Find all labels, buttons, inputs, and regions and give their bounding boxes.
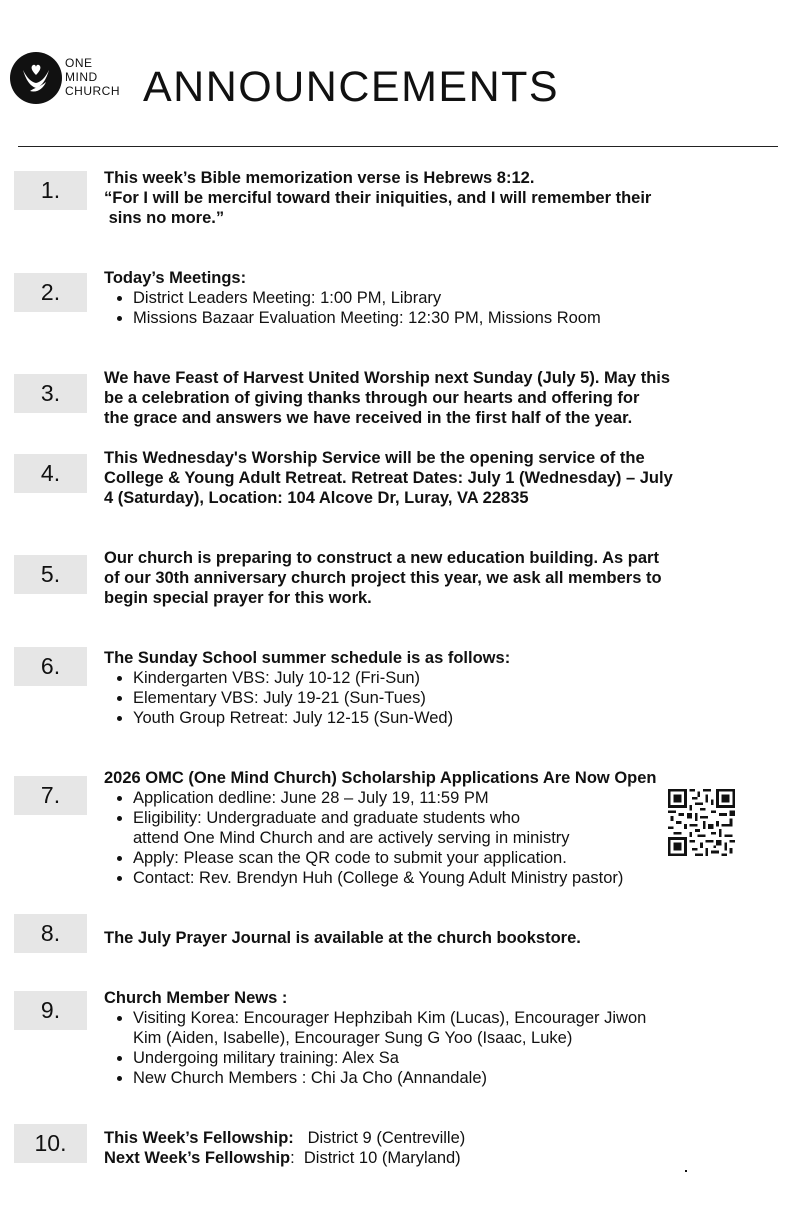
fellowship-next-week — [104, 1148, 784, 1168]
page-title: ANNOUNCEMENTS — [143, 63, 560, 111]
header-divider — [18, 146, 778, 147]
list-item: Application dedline: June 28 – July 19, 11:59 PM — [104, 788, 784, 808]
fellowship-label: This Week’s Fellowship: — [104, 1129, 294, 1147]
item-text — [104, 648, 784, 728]
text-line: be a celebration of giving thanks through our hearts and offering for — [104, 389, 640, 407]
item-number: 10. — [14, 1124, 87, 1163]
list-item: Contact: Rev. Brendyn Huh (College & Young Adult Ministry pastor) — [104, 868, 784, 888]
list-item: Undergoing military training: Alex Sa — [104, 1048, 784, 1068]
item-heading: Today’s Meetings: — [104, 269, 247, 287]
item-text — [104, 988, 784, 1088]
church-logo-icon — [10, 52, 62, 104]
item-heading: 2026 OMC (One Mind Church) Scholarship Applications Are Now Open — [104, 769, 657, 787]
logo-line: ONE — [65, 56, 93, 70]
text-line: sins no more.” — [104, 209, 225, 227]
text-line: The July Prayer Journal is available at the church bookstore. — [104, 929, 581, 947]
text-line: College & Young Adult Retreat. Retreat Dates: July 1 (Wednesday) – July — [104, 469, 673, 487]
logo-line: MIND — [65, 70, 98, 84]
logo-wordmark — [65, 56, 120, 98]
fellowship-value: : District 10 (Maryland) — [290, 1149, 461, 1167]
qr-code-icon[interactable] — [668, 789, 735, 856]
logo-line: CHURCH — [65, 84, 120, 98]
item-text — [104, 268, 784, 328]
list-item — [104, 1008, 784, 1048]
bullet-list — [104, 668, 784, 728]
item-number: 2. — [14, 273, 87, 312]
item-text — [104, 168, 784, 228]
list-item: District Leaders Meeting: 1:00 PM, Library — [104, 288, 784, 308]
item-number: 7. — [14, 776, 87, 815]
item-number: 8. — [14, 914, 87, 953]
item-number: 3. — [14, 374, 87, 413]
fellowship-value: District 9 (Centreville) — [307, 1129, 466, 1147]
header — [0, 0, 792, 150]
text-line: “For I will be merciful toward their iniquities, and I will remember their — [104, 189, 652, 207]
item-number: 5. — [14, 555, 87, 594]
list-item: Youth Group Retreat: July 12-15 (Sun-Wed) — [104, 708, 784, 728]
fellowship-this-week — [104, 1128, 784, 1148]
text-line: 4 (Saturday), Location: 104 Alcove Dr, Luray, VA 22835 — [104, 489, 529, 507]
text-line: This week’s Bible memorization verse is Hebrews 8:12. — [104, 169, 535, 187]
visiting-line: Kim (Aiden, Isabelle), Encourager Sung G Yoo (Isaac, Luke) — [133, 1029, 573, 1047]
stray-dot — [685, 1170, 687, 1172]
bullet-list — [104, 288, 784, 328]
list-item: New Church Members : Chi Ja Cho (Annandale) — [104, 1068, 784, 1088]
list-item: Apply: Please scan the QR code to submit your application. — [104, 848, 784, 868]
text-line: begin special prayer for this work. — [104, 589, 372, 607]
text-line: We have Feast of Harvest United Worship next Sunday (July 5). May this — [104, 369, 671, 387]
visiting-line: Visiting Korea: Encourager Hephzibah Kim (Lucas), Encourager Jiwon — [133, 1009, 647, 1027]
list-item: Kindergarten VBS: July 10-12 (Fri-Sun) — [104, 668, 784, 688]
item-text — [104, 1128, 784, 1168]
item-text — [104, 368, 784, 428]
item-number: 9. — [14, 991, 87, 1030]
item-text — [104, 548, 784, 608]
item-text — [104, 448, 784, 508]
eligibility-line: Eligibility: Undergraduate and graduate students who — [133, 809, 521, 827]
fellowship-label: Next Week’s Fellowship — [104, 1149, 291, 1167]
text-line: of our 30th anniversary church project this year, we ask all members to — [104, 569, 662, 587]
list-item: Missions Bazaar Evaluation Meeting: 12:30 PM, Missions Room — [104, 308, 784, 328]
text-line: This Wednesday's Worship Service will be the opening service of the — [104, 449, 645, 467]
eligibility-line: attend One Mind Church and are actively serving in ministry — [133, 829, 570, 847]
bullet-list — [104, 1008, 784, 1088]
item-heading: The Sunday School summer schedule is as follows: — [104, 649, 511, 667]
item-heading: Church Member News : — [104, 989, 288, 1007]
item-number: 4. — [14, 454, 87, 493]
text-line: Our church is preparing to construct a new education building. As part — [104, 549, 659, 567]
list-item: Elementary VBS: July 19-21 (Sun-Tues) — [104, 688, 784, 708]
item-number: 6. — [14, 647, 87, 686]
item-text — [104, 928, 784, 948]
item-number: 1. — [14, 171, 87, 210]
text-line: the grace and answers we have received in the first half of the year. — [104, 409, 633, 427]
